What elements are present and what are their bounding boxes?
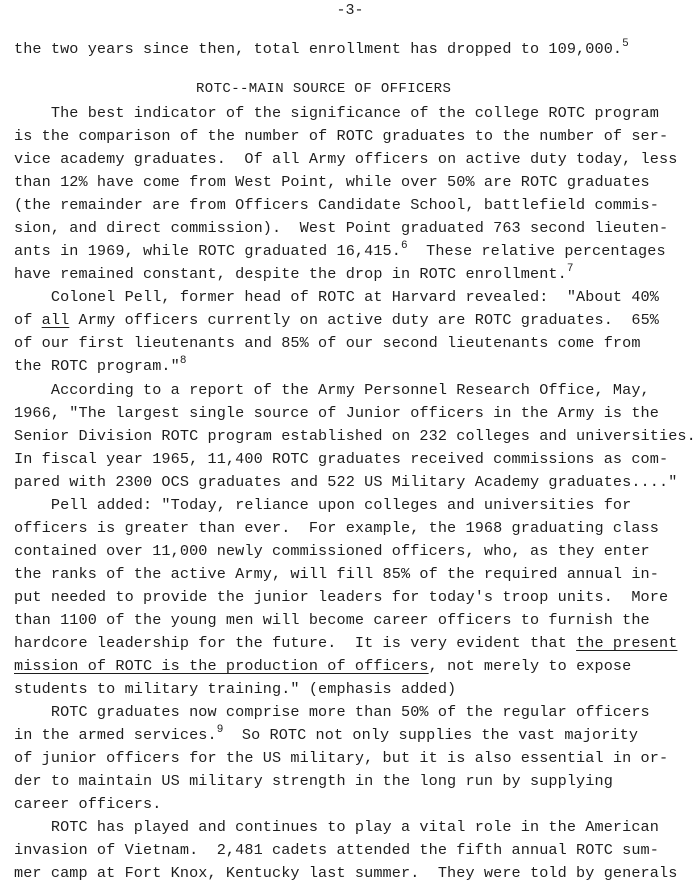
text-line: 1966, "The largest single source of Junior officers in the Army is the — [14, 404, 659, 422]
text-line — [14, 724, 638, 746]
text-span: have remained constant, despite the drop in ROTC enrollment. — [14, 265, 567, 283]
text-line: of our first lieutenants and 85% of our second lieutenants come from — [14, 334, 641, 352]
text-line — [14, 355, 187, 377]
footnote-marker: 5 — [622, 38, 629, 50]
text-line: invasion of Vietnam. 2,481 cadets attended the fifth annual ROTC sum- — [14, 841, 659, 859]
text-span: These relative percentages — [407, 242, 666, 260]
text-line — [14, 309, 659, 331]
text-line: Colonel Pell, former head of ROTC at Harvard revealed: "About 40% — [14, 288, 659, 306]
text-span: of — [14, 311, 42, 329]
text-line: mer camp at Fort Knox, Kentucky last summer. They were told by generals — [14, 864, 678, 882]
text-line: der to maintain US military strength in the long run by supplying — [14, 772, 613, 790]
underlined-text: the present — [576, 634, 678, 652]
text-line: officers is greater than ever. For example, the 1968 graduating class — [14, 519, 659, 537]
text-line: vice academy graduates. Of all Army officers on active duty today, less — [14, 150, 678, 168]
footnote-marker: 8 — [179, 355, 187, 367]
text-line: than 1100 of the young men will become career officers to furnish the — [14, 611, 650, 629]
text-line: students to military training." (emphasis added) — [14, 680, 457, 698]
text-line: Senior Division ROTC program established on 232 colleges and universities. — [14, 427, 696, 445]
section-heading: ROTC--MAIN SOURCE OF OFFICERS — [196, 81, 452, 97]
text-line: than 12% have come from West Point, while over 50% are ROTC graduates — [14, 173, 650, 191]
text-span: , not merely to expose — [428, 657, 632, 675]
text-line: In fiscal year 1965, 11,400 ROTC graduates received commissions as com- — [14, 450, 669, 468]
text-span: the ROTC program." — [14, 357, 180, 375]
underlined-text: all — [41, 311, 70, 329]
text-line: put needed to provide the junior leaders for today's troop units. More — [14, 588, 669, 606]
text-line: contained over 11,000 newly commissioned officers, who, as they enter — [14, 542, 650, 560]
text-line: (the remainder are from Officers Candidate School, battlefield commis- — [14, 196, 659, 214]
text-span: hardcore leadership for the future. It is very evident that — [14, 634, 577, 652]
page-number: -3- — [336, 2, 364, 19]
text-line: of junior officers for the US military, but it is also essential in or- — [14, 749, 669, 767]
text-line — [14, 240, 666, 262]
footnote-marker: 6 — [401, 240, 408, 252]
text-line: pared with 2300 OCS graduates and 522 US Military Academy graduates...." — [14, 473, 678, 491]
text-line — [14, 632, 677, 654]
text-line: the ranks of the active Army, will fill 85% of the required annual in- — [14, 565, 659, 583]
text-line — [14, 655, 631, 677]
footnote-marker: 9 — [216, 724, 224, 736]
text-line: ROTC has played and continues to play a vital role in the American — [14, 818, 659, 836]
text-span: So ROTC not only supplies the vast majority — [223, 726, 639, 744]
text-line — [14, 263, 574, 285]
text-span: Army officers currently on active duty are ROTC graduates. 65% — [69, 311, 660, 329]
text-line: According to a report of the Army Personnel Research Office, May, — [14, 381, 650, 399]
footnote-marker: 7 — [566, 263, 574, 275]
text-span: ants in 1969, while ROTC graduated 16,415. — [14, 242, 401, 260]
text-line: career officers. — [14, 795, 162, 813]
text-span: the two years since then, total enrollment has dropped to 109,000. — [14, 40, 623, 58]
text-span: in the armed services. — [14, 726, 217, 744]
text-line: ROTC graduates now comprise more than 50% of the regular officers — [14, 703, 650, 721]
text-line: The best indicator of the significance of the college ROTC program — [14, 104, 659, 122]
underlined-text: mission of ROTC is the production of officers — [14, 657, 429, 675]
text-line: Pell added: "Today, reliance upon colleges and universities for — [14, 496, 632, 514]
text-line: is the comparison of the number of ROTC graduates to the number of ser- — [14, 127, 669, 145]
text-line — [14, 38, 629, 60]
text-line: sion, and direct commission). West Point graduated 763 second lieuten- — [14, 219, 669, 237]
